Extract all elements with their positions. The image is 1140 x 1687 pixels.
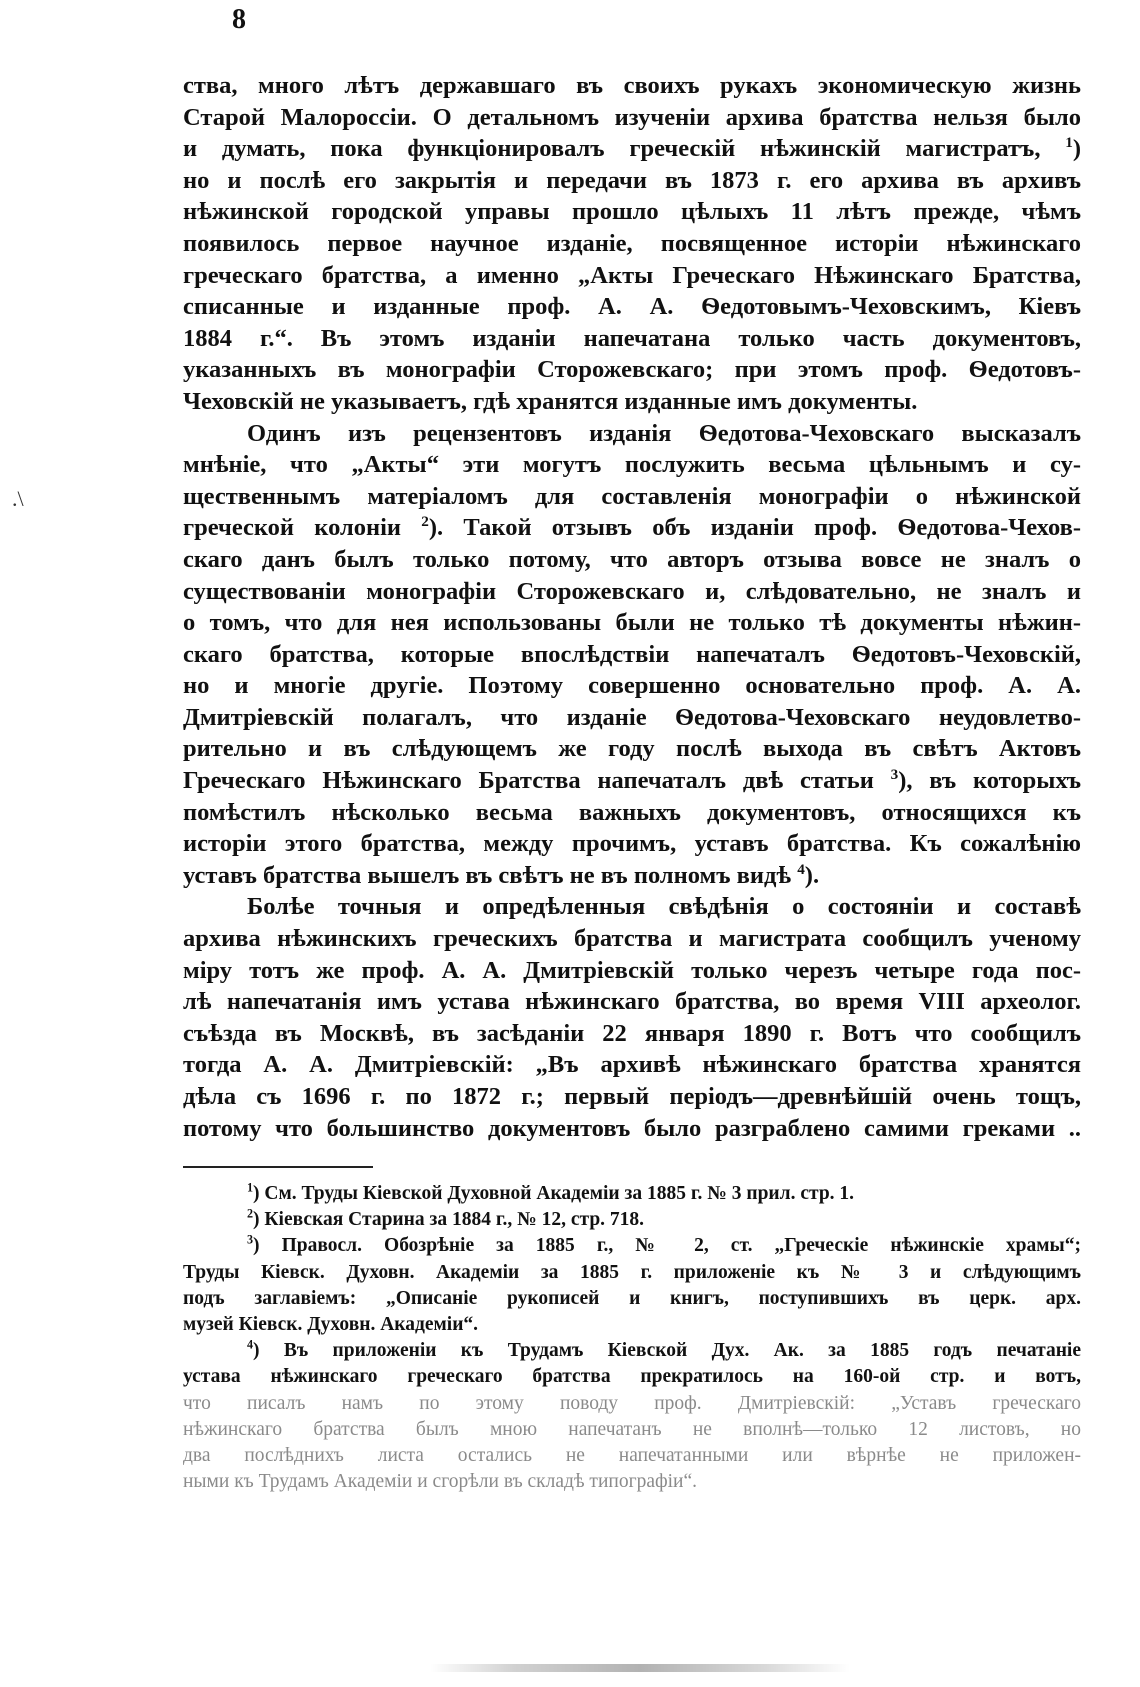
footnote-marker: 1 <box>247 1181 254 1195</box>
scan-smudge <box>430 1664 850 1672</box>
text-span: Правосл. Обозрѣніе за 1885 г., № 2, ст. „Греческіе нѣжинскіе храмы“; <box>281 1235 1081 1257</box>
text-line: рительно и въ слѣдующемъ же году послѣ выхода въ свѣтъ Актовъ <box>183 735 1081 763</box>
footnote-line: подъ заглавіемъ: „Описаніе рукописей и книгъ, поступившихъ въ церк. арх. <box>183 1287 1081 1309</box>
page-number: 8 <box>232 4 246 35</box>
text-line: Старой Малороссіи. О детальномъ изученіи архива братства нельзя было <box>183 103 1081 131</box>
text-span: греческой колоніи <box>183 514 402 542</box>
text-span: ), въ которыхъ <box>898 767 1081 795</box>
text-line: указанныхъ въ монографіи Сторожевскаго; при этомъ проф. Ѳедотовъ- <box>183 356 1081 384</box>
text-line: нѣжинской городской управы прошло цѣлыхъ 11 лѣтъ прежде, чѣмъ <box>183 198 1081 226</box>
text-line <box>183 512 1081 544</box>
text-line: 1884 г.“. Въ этомъ изданіи напечатана только часть документовъ, <box>183 324 1081 352</box>
text-line: Болѣе точныя и опредѣленныя свѣдѣнія о состояніи и составѣ <box>247 893 1081 921</box>
footnote-line: что писалъ намъ по этому поводу проф. Дмитріевскій: „Уставъ греческаго <box>183 1392 1081 1414</box>
text-line: но и многіе другіе. Поэтому совершенно основательно проф. А. А. <box>183 672 1081 700</box>
text-line: Чеховскій не указываетъ, гдѣ хранятся изданные имъ документы. <box>183 387 918 415</box>
footnote-ref: 4 <box>797 860 805 878</box>
text-span: ). <box>804 861 820 889</box>
footnote-line: $^2$) Кіевская Старина за 1884 г., № 12, стр. 718. <box>247 1207 645 1231</box>
footnote-line: музей Кіевск. Духовн. Академіи“. <box>183 1313 479 1335</box>
text-span: уставъ братства вышелъ въ свѣтъ не въ полномъ видѣ <box>183 861 792 889</box>
footnote-line: Труды Кіевск. Духовн. Академіи за 1885 г. приложеніе къ № 3 и слѣдующимъ <box>183 1261 1081 1283</box>
text-span: Кіевская Старина за 1884 г., № 12, стр. 718. <box>264 1209 645 1231</box>
footnote-line: два послѣднихъ листа остались не напечатанными или вѣрнѣе не приложен- <box>183 1444 1081 1466</box>
text-line: но и послѣ его закрытія и передачи въ 1873 г. его архива въ архивъ <box>183 166 1081 194</box>
text-line: скаго братства, которые впослѣдствіи напечаталъ Ѳедотовъ-Чеховскій, <box>183 640 1081 668</box>
text-line: исторіи этого братства, между прочимъ, уставъ братства. Къ сожалѣнію <box>183 830 1081 858</box>
text-line: архива нѣжинскихъ греческихъ братства и магистрата сообщилъ ученому <box>183 925 1081 953</box>
footnote-line: $^4$) Въ приложеніи къ Трудамъ Кіевской Дух. Ак. за 1885 годъ печатаніе <box>247 1338 1081 1362</box>
text-line: о томъ, что для нея использованы были не только тѣ документы нѣжин- <box>183 609 1081 637</box>
text-span: Въ приложеніи къ Трудамъ Кіевской Дух. Ак. за 1885 годъ печатаніе <box>283 1340 1081 1362</box>
text-span: и думать, пока функціонировалъ греческій нѣжинскій магистратъ, <box>183 135 1041 163</box>
text-line: лѣ напечатанія имъ устава нѣжинскаго братства, во время VIII археолог. <box>183 988 1081 1016</box>
footnote-marker: 3 <box>247 1233 254 1247</box>
text-line: щественнымъ матеріаломъ для составленія монографіи о нѣжинской <box>183 482 1081 510</box>
footnotes <box>183 1181 1081 1495</box>
text-line: помѣстилъ нѣсколько весьма важныхъ документовъ, относящихся къ <box>183 798 1081 826</box>
footnote-ref: 2 <box>421 513 429 531</box>
text-span: См. Труды Кіевской Духовной Академіи за 1885 г. № 3 прил. стр. 1. <box>264 1183 855 1204</box>
text-span: ). Такой отзывъ объ изданіи проф. Ѳедотова-Чехов- <box>428 514 1081 542</box>
margin-mark: .\ <box>12 486 24 511</box>
text-line: существованіи монографіи Сторожевскаго и, слѣдовательно, не зналъ и <box>183 577 1081 605</box>
footnote-line: $^1$) См. Труды Кіевской Духовной Академіи за 1885 г. № 3 прил. стр. 1. <box>247 1181 855 1204</box>
footnote-marker: 4 <box>247 1338 254 1352</box>
footnote-divider <box>183 1166 373 1168</box>
footnote-marker: 2 <box>247 1207 254 1221</box>
main-text <box>183 70 1081 1144</box>
text-line <box>183 765 1081 797</box>
text-span: Греческаго Нѣжинскаго Братства напечаталъ двѣ статьи <box>183 767 874 795</box>
text-line: появилось первое научное изданіе, посвященное исторіи нѣжинскаго <box>183 229 1081 257</box>
footnote-line: $^3$) Правосл. Обозрѣніе за 1885 г., № 2, ст. „Греческіе нѣжинскіе храмы“; <box>247 1233 1081 1257</box>
text-line: греческаго братства, а именно „Акты Греческаго Нѣжинскаго Братства, <box>183 261 1081 289</box>
text-line: съѣзда въ Москвѣ, въ засѣданіи 22 января 1890 г. Вотъ что сообщилъ <box>183 1019 1081 1047</box>
footnote-line: нѣжинскаго братства былъ мною напечатанъ не вполнѣ—только 12 листовъ, но <box>183 1418 1081 1440</box>
text-line: Дмитріевскій полагалъ, что изданіе Ѳедотова-Чеховскаго неудовлетво- <box>183 703 1081 731</box>
footnote-ref: 3 <box>890 765 899 783</box>
text-line: дѣла съ 1696 г. по 1872 г.; первый періодъ—древнѣйшій очень тощъ, <box>183 1083 1081 1110</box>
footnote-line: устава нѣжинскаго греческаго братства прекратилось на 160-ой стр. и вотъ, <box>183 1366 1081 1388</box>
text-line <box>183 860 1081 892</box>
text-line: и думать, пока функціонировалъ греческій нѣжинскій магистратъ, $^1$) <box>183 134 1081 163</box>
text-line: списанные и изданные проф. А. А. Ѳедотовымъ-Чеховскимъ, Кіевъ <box>183 293 1081 321</box>
footnote-ref: 1 <box>1065 134 1073 152</box>
text-line: тогда А. А. Дмитріевскій: „Въ архивѣ нѣжинскаго братства хранятся <box>183 1051 1081 1079</box>
text-line: ства, много лѣтъ державшаго въ своихъ рукахъ экономическую жизнь <box>183 72 1081 99</box>
footnote-line: ными къ Трудамъ Академіи и сгорѣли въ складѣ типографіи“. <box>183 1471 697 1493</box>
text-line: мнѣніе, что „Акты“ эти могутъ послужить весьма цѣльнымъ и су- <box>183 451 1081 479</box>
text-line: скаго данъ былъ только потому, что авторъ отзыва вовсе не зналъ о <box>183 545 1081 573</box>
text-line: Одинъ изъ рецензентовъ изданія Ѳедотова-Чеховскаго высказалъ <box>247 419 1081 447</box>
text-line: потому что большинство документовъ было разграблено самими греками .. <box>183 1114 1081 1142</box>
text-line: міру тотъ же проф. А. А. Дмитріевскій только черезъ четыре года пос- <box>183 956 1081 984</box>
